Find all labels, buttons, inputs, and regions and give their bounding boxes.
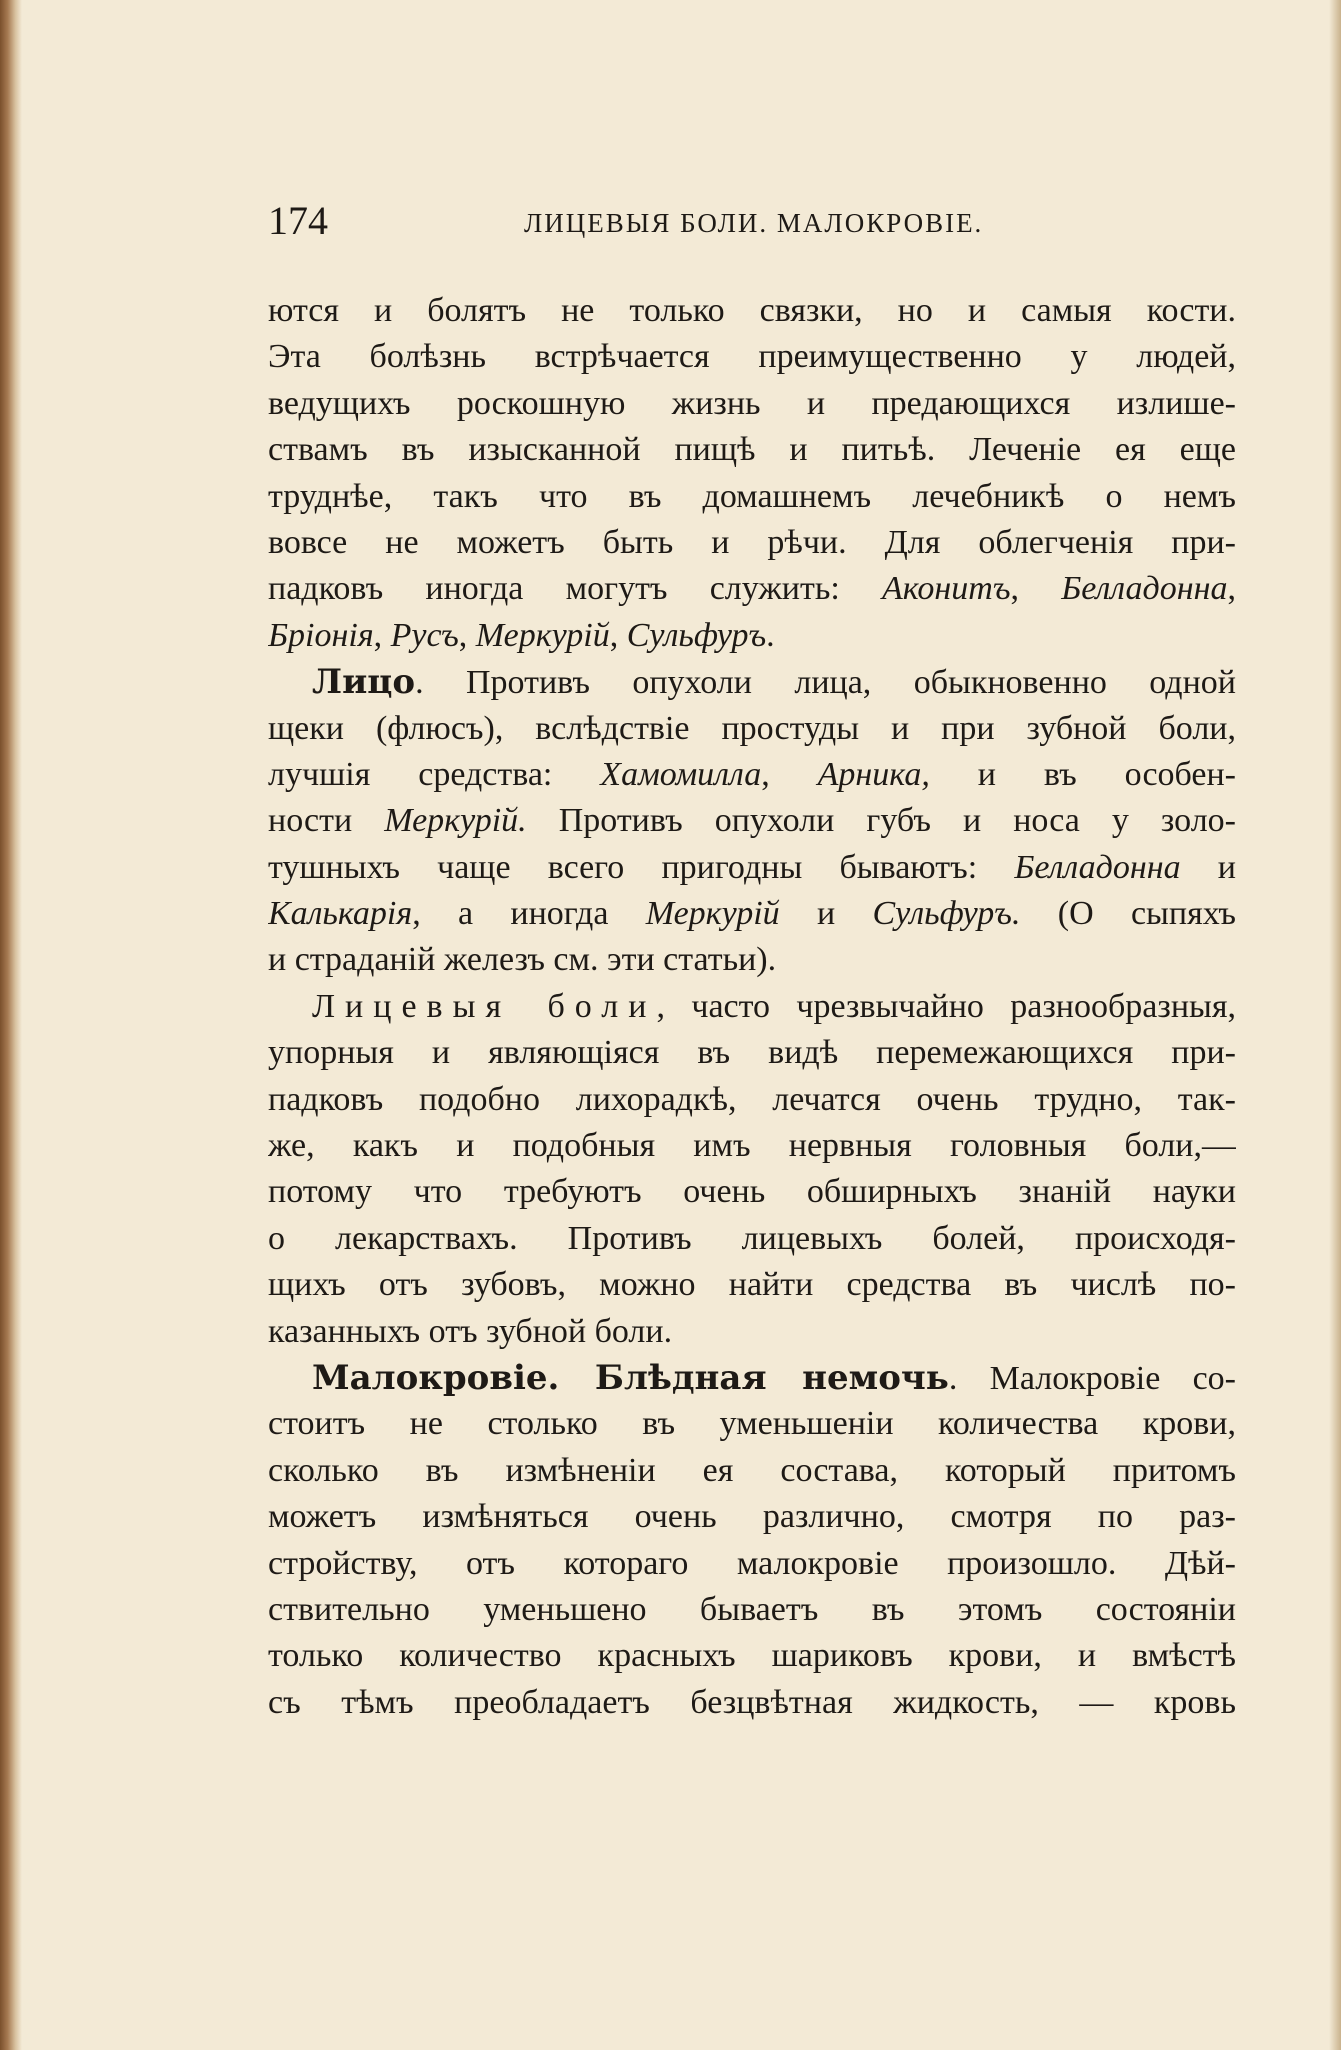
- text-line: же, какъ и подобныя имъ нервныя головныя боли,—: [268, 1127, 1236, 1165]
- text-line: [268, 752, 1236, 798]
- text-line: стоитъ не столько въ уменьшеніи количества крови,: [268, 1405, 1236, 1443]
- text-span: ,: [609, 616, 627, 654]
- paragraph-3: [268, 984, 1236, 1355]
- text-line: и страданій железъ см. эти статьи).: [268, 941, 777, 979]
- text-line: ствамъ въ изысканной пищѣ и питьѣ. Леченіе ея еще: [268, 431, 1236, 469]
- text-span: .: [766, 616, 775, 654]
- text-line: можетъ измѣняться очень различно, смотря по раз-: [268, 1498, 1236, 1536]
- page-header: [268, 196, 1228, 246]
- text-line: ются и болятъ не только связки, но и самыя кости.: [268, 292, 1236, 329]
- text-span: тушныхъ чаще всего пригодны бываютъ:: [268, 848, 1015, 886]
- page-body: [268, 288, 1236, 1726]
- remedy-name: Белладонна: [1014, 848, 1181, 886]
- paragraph-2: [268, 659, 1236, 984]
- text-line: [268, 566, 1236, 612]
- remedy-name: Сульфуръ.: [872, 895, 1021, 933]
- section-heading-anemia: Малокровіе. Блѣдная немочь: [312, 1357, 949, 1398]
- text-line: стройству, отъ котораго малокровіе произошло. Дѣй-: [268, 1544, 1236, 1582]
- text-span: ,: [373, 616, 391, 654]
- text-span: . Противъ опухоли лица, обыкновенно одной: [415, 664, 1236, 702]
- text-span: ,: [1010, 570, 1062, 608]
- text-line: [268, 845, 1236, 891]
- text-span: . Малокровіе со-: [948, 1359, 1236, 1397]
- text-span: падковъ иногда могутъ служить:: [268, 570, 883, 608]
- remedy-name: Меркурій.: [384, 802, 527, 840]
- text-span: (О сыпяхъ: [1020, 895, 1236, 933]
- remedy-name: Бріонія: [268, 616, 374, 654]
- remedy-name: Хамомилла: [600, 755, 762, 793]
- text-line: вовсе не можетъ быть и рѣчи. Для облегченія при-: [268, 523, 1236, 561]
- text-line: [268, 798, 1236, 844]
- text-span: , часто чрезвычайно разнообразныя,: [656, 987, 1236, 1025]
- text-line: потому что требуютъ очень обширныхъ знаній науки: [268, 1173, 1236, 1211]
- text-line: о лекарствахъ. Противъ лицевыхъ болей, происходя-: [268, 1219, 1236, 1257]
- text-span: лучшія средства:: [268, 755, 601, 793]
- text-line: труднѣе, такъ что въ домашнемъ лечебникѣ о немъ: [268, 477, 1236, 515]
- text-span: и: [779, 895, 873, 933]
- text-line: [268, 1355, 1236, 1401]
- text-span: и въ особен-: [929, 755, 1236, 793]
- text-span: ,: [761, 755, 818, 793]
- text-span: ности: [268, 802, 385, 840]
- remedy-name: Меркурій: [475, 616, 610, 654]
- remedy-name: Белладонна: [1061, 570, 1228, 608]
- remedy-name: Меркурій: [645, 895, 780, 933]
- paragraph-4: [268, 1355, 1236, 1726]
- paragraph-1: [268, 288, 1236, 659]
- section-heading-face: Лицо: [312, 662, 416, 703]
- text-line: [268, 891, 1236, 937]
- text-line: падковъ подобно лихорадкѣ, лечатся очень трудно, так-: [268, 1080, 1236, 1118]
- text-span: ,: [1227, 570, 1236, 608]
- text-span: ,: [458, 616, 476, 654]
- text-line: казанныхъ отъ зубной боли.: [268, 1312, 673, 1350]
- page-number: 174: [268, 198, 328, 243]
- text-line: [268, 984, 1236, 1030]
- text-line: сколько въ измѣненіи ея состава, который притомъ: [268, 1451, 1236, 1489]
- text-line: ствительно уменьшено бываетъ въ этомъ состояніи: [268, 1590, 1236, 1628]
- text-line: [268, 613, 1236, 659]
- remedy-name: Сульфуръ: [626, 616, 767, 654]
- text-line: [268, 659, 1236, 705]
- text-line: Эта болѣзнь встрѣчается преимущественно у людей,: [268, 338, 1236, 376]
- running-head: ЛИЦЕВЫЯ БОЛИ. МАЛОКРОВІЕ.: [524, 208, 984, 238]
- remedy-name: Арника,: [817, 755, 930, 793]
- spaced-term: Лицевыя боли: [312, 987, 657, 1025]
- remedy-name: Калькарія: [268, 895, 413, 933]
- remedy-name: Русъ: [390, 616, 459, 654]
- text-line: съ тѣмъ преобладаетъ безцвѣтная жидкость, — кровь: [268, 1683, 1236, 1721]
- text-line: щеки (флюсъ), вслѣдствіе простуды и при зубной боли,: [268, 709, 1236, 747]
- page-binding-edge: [0, 0, 22, 2050]
- text-line: щихъ отъ зубовъ, можно найти средства въ числѣ по-: [268, 1266, 1236, 1304]
- text-line: только количество красныхъ шариковъ крови, и вмѣстѣ: [268, 1637, 1236, 1675]
- text-span: и: [1180, 848, 1236, 886]
- text-line: ведущихъ роскошную жизнь и предающихся излише-: [268, 384, 1236, 422]
- remedy-name: Аконитъ: [882, 570, 1011, 608]
- text-span: Противъ опухоли губъ и носа у золо-: [526, 802, 1236, 840]
- text-span: , а иногда: [412, 895, 646, 933]
- text-line: упорныя и являющіяся въ видѣ перемежающихся при-: [268, 1034, 1236, 1072]
- page-outer-edge: [1329, 0, 1341, 2050]
